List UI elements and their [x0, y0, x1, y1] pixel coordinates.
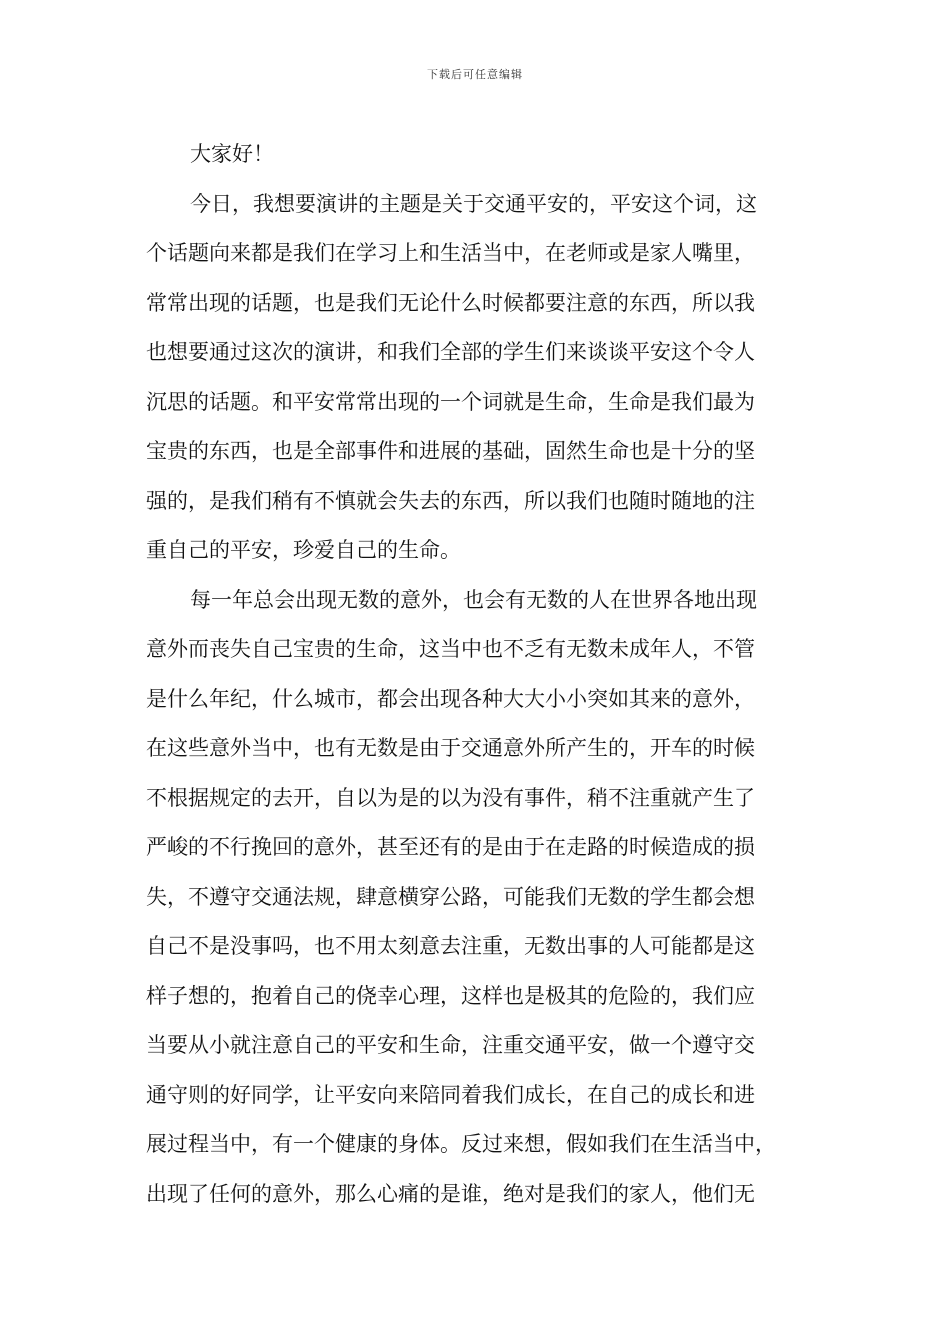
text-line: 今日，我想要演讲的主题是关于交通平安的，平安这个词，这 — [190, 191, 757, 216]
text-line: 重自己的平安，珍爱自己的生命。 — [146, 538, 461, 562]
text-line: 大家好！ — [190, 142, 274, 166]
text-line: 严峻的不行挽回的意外，甚至还有的是由于在走路的时候造成的损 — [146, 835, 755, 859]
text-line: 沉思的话题。和平安常常出现的一个词就是生命，生命是我们最为 — [146, 389, 755, 414]
text-line: 个话题向来都是我们在学习上和生活当中，在老师或是家人嘴里， — [146, 241, 755, 265]
text-line: 样子想的，抱着自己的侥幸心理，这样也是极其的危险的，我们应 — [146, 983, 755, 1008]
page-header: 下载后可任意编辑 — [427, 68, 523, 81]
text-line: 自己不是没事吗，也不用太刻意去注重，无数出事的人可能都是这 — [146, 934, 755, 958]
text-line: 不根据规定的去开，自以为是的以为没有事件，稍不注重就产生了 — [146, 785, 755, 810]
text-line: 失，不遵守交通法规，肆意横穿公路，可能我们无数的学生都会想 — [146, 884, 755, 909]
text-line: 强的，是我们稍有不慎就会失去的东西，所以我们也随时随地的注 — [146, 488, 755, 513]
text-line: 在这些意外当中，也有无数是由于交通意外所产生的，开车的时候 — [146, 736, 755, 760]
text-line: 出现了任何的意外，那么心痛的是谁，绝对是我们的家人，他们无 — [146, 1181, 755, 1206]
text-line: 常常出现的话题，也是我们无论什么时候都要注意的东西，所以我 — [146, 290, 755, 315]
text-line: 当要从小就注意自己的平安和生命，注重交通平安，做一个遵守交 — [146, 1033, 755, 1057]
text-line: 通守则的好同学，让平安向来陪同着我们成长，在自己的成长和进 — [146, 1082, 755, 1107]
text-line: 宝贵的东西，也是全部事件和进展的基础，固然生命也是十分的坚 — [146, 439, 755, 463]
document-body — [146, 130, 806, 1219]
text-line: 是什么年纪，什么城市，都会出现各种大大小小突如其来的意外， — [146, 686, 755, 711]
text-line: 每一年总会出现无数的意外，也会有无数的人在世界各地出现 — [190, 587, 757, 612]
text-line: 也想要通过这次的演讲，和我们全部的学生们来谈谈平安这个令人 — [146, 340, 755, 364]
text-line: 意外而丧失自己宝贵的生命，这当中也不乏有无数未成年人，不管 — [146, 637, 755, 661]
text-line: 展过程当中，有一个健康的身体。反过来想，假如我们在生活当中， — [146, 1132, 776, 1156]
